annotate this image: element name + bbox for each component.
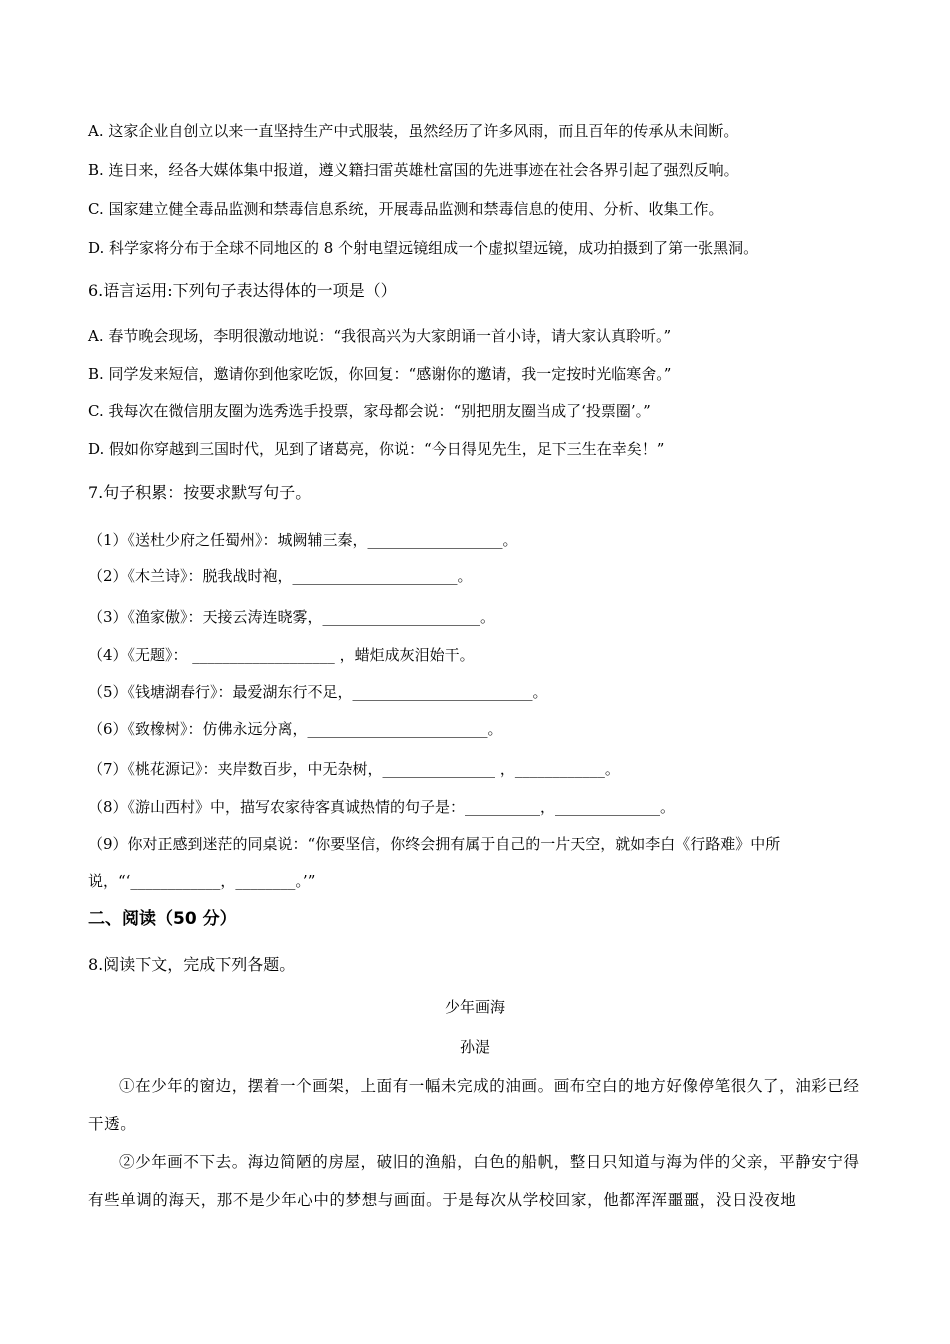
- q6-option-a: A. 春节晚会现场，李明很激动地说：“我很高兴为大家朗诵一首小诗，请大家认真聆听。”: [88, 327, 672, 345]
- q5-option-b: B. 连日来，经各大媒体集中报道，遵义籍扫雷英雄杜富国的先进事迹在社会各界引起了强烈反响。: [88, 161, 739, 179]
- q7-item-4: （4）《无题》： ___________________ ，蜡炬成灰泪始干。: [88, 646, 475, 664]
- q5-option-d: D. 科学家将分布于全球不同地区的 8 个射电望远镜组成一个虚拟望远镜，成功拍摄到了第一张黑洞。: [88, 239, 759, 257]
- q5-option-a: A. 这家企业自创立以来一直坚持生产中式服装，虽然经历了许多风雨，而且百年的传承从未间断。: [88, 122, 739, 140]
- q7-item-5: （5）《钱塘湖春行》：最爱湖东行不足，________________________。: [88, 683, 548, 701]
- q7-item-8: （8）《游山西村》中，描写农家待客真诚热情的句子是：__________，______________。: [88, 798, 676, 816]
- q7-item-3: （3）《渔家傲》：天接云涛连晓雾，_____________________。: [88, 608, 496, 626]
- q6-option-c: C. 我每次在微信朋友圈为选秀选手投票，家母都会说：“别把朋友圈当成了‘投票圈’。”: [88, 402, 651, 420]
- section-title: 二、阅读（50 分）: [88, 909, 237, 929]
- q6-option-d: D. 假如你穿越到三国时代，见到了诸葛亮，你说：“今日得见先生，足下三生在幸矣！”: [88, 440, 665, 458]
- q6-option-b: B. 同学发来短信，邀请你到他家吃饭，你回复：“感谢你的邀请，我一定按时光临寒舍。”: [88, 365, 672, 383]
- q7-item-9-cont: 说，“‘____________，________。’”: [88, 872, 316, 890]
- article-title: 少年画海: [444, 998, 505, 1016]
- q7-item-7: （7）《桃花源记》：夹岸数百步，中无杂树，_______________ ，____________。: [88, 760, 620, 778]
- q7-title: 7.句子积累：按要求默写句子。: [88, 483, 312, 502]
- article-author: 孙湜: [459, 1038, 490, 1056]
- q7-item-9: （9）你对正感到迷茫的同桌说：“你要坚信，你终会拥有属于自己的一片天空，就如李白《行路难》中所: [88, 835, 781, 853]
- q7-item-6: （6）《致橡树》：仿佛永远分离，________________________。: [88, 720, 503, 738]
- q8-title: 8.阅读下文，完成下列各题。: [88, 955, 296, 974]
- q7-item-2: （2）《木兰诗》：脱我战时袍，______________________。: [88, 567, 473, 585]
- article-paragraph-2: ②少年画不下去。海边简陋的房屋，破旧的渔船，白色的船帆，整日只知道与海为伴的父亲，平静安宁得有些单调的海天，那不是少年心中的梦想与画面。于是每次从学校回家，他都浑浑噩噩，没日没夜地: [88, 1153, 860, 1209]
- q5-option-c: C. 国家建立健全毒品监测和禁毒信息系统，开展毒品监测和禁毒信息的使用、分析、收集工作。: [88, 200, 724, 218]
- q6-title: 6.语言运用:下列句子表达得体的一项是（）: [88, 281, 397, 300]
- q7-item-1: （1）《送杜少府之任蜀州》：城阙辅三秦，__________________。: [88, 531, 518, 549]
- article-paragraph-1: ①在少年的窗边，摆着一个画架，上面有一幅未完成的油画。画布空白的地方好像停笔很久了，油彩已经干透。: [88, 1077, 860, 1133]
